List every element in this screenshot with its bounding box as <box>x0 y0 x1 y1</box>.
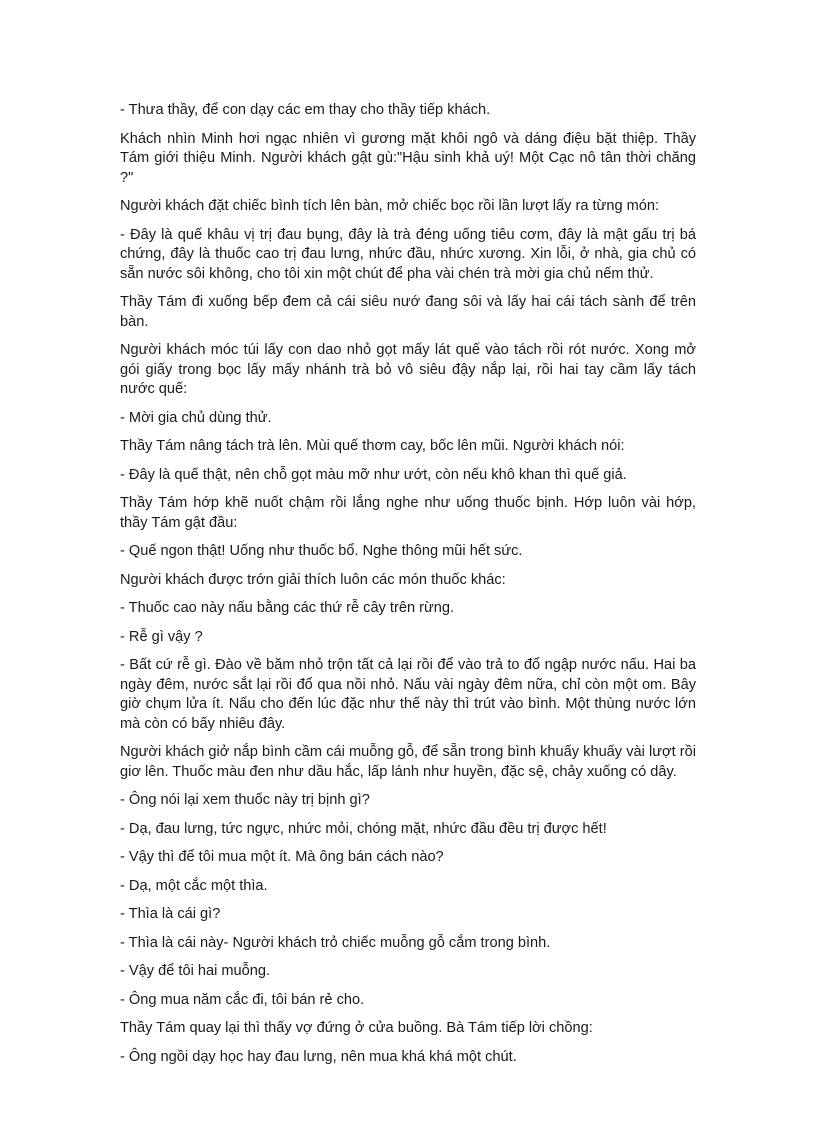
paragraph: Người khách được trớn giải thích luôn các món thuốc khác: <box>120 571 506 588</box>
paragraph: Người khách móc túi lấy con dao nhỏ gọt mấy lát quế vào tách rồi rót nước. Xong mở gói giấy trong bọc lấy mấy nhánh trà bỏ vô siêu đậy nắp lại, rồi hai tay cầm lấy tách nước quế: <box>120 342 696 397</box>
paragraph: - Thưa thầy, để con dạy các em thay cho thầy tiếp khách. <box>120 102 491 118</box>
paragraph: - Ông mua năm cắc đi, tôi bán rẻ cho. <box>120 991 365 1008</box>
paragraph: - Thìa là cái gì? <box>120 906 221 922</box>
paragraph: - Thuốc cao này nấu bằng các thứ rễ cây trên rừng. <box>120 600 455 616</box>
paragraph: - Đây là quế khâu vị trị đau bụng, đây là trà đéng uống tiêu cơm, đây là mật gấu trị bá chứng, đây là thuốc cao trị đau lưng, nhức đầu, nhức xương. Xin lỗi, ở nhà, gia chủ có sẵn nước sôi không, cho tôi xin một chút để pha vài chén trà mời gia chủ nếm thử. <box>120 226 696 282</box>
paragraph: - Ông ngồi dạy học hay đau lưng, nên mua khá khá một chút. <box>120 1048 517 1065</box>
paragraph: - Vậy thì để tôi mua một ít. Mà ông bán cách nào? <box>120 849 444 865</box>
paragraph: Người khách giở nắp bình cầm cái muỗng gỗ, để sẵn trong bình khuấy khuấy vài lượt rồi giơ lên. Thuốc màu đen như dầu hắc, lấp lánh như huyền, đặc sệ, chảy xuống có dây. <box>120 744 696 780</box>
paragraph: - Dạ, một cắc một thìa. <box>120 877 268 894</box>
paragraph: - Mời gia chủ dùng thử. <box>120 409 272 426</box>
paragraph: Thầy Tám quay lại thì thấy vợ đứng ở cửa buồng. Bà Tám tiếp lời chồng: <box>120 1020 593 1036</box>
paragraph: - Vậy để tôi hai muỗng. <box>120 963 271 979</box>
paragraph: Thầy Tám hớp khẽ nuốt chậm rồi lắng nghe như uống thuốc bịnh. Hớp luôn vài hớp, thầy Tám gật đầu: <box>120 495 696 531</box>
document-page <box>120 101 696 1076</box>
paragraph: - Đây là quế thật, nên chỗ gọt màu mỡ như ướt, còn nếu khô khan thì quế giả. <box>120 466 627 483</box>
paragraph: - Ông nói lại xem thuốc này trị bịnh gì? <box>120 792 370 808</box>
paragraph: Khách nhìn Minh hơi ngạc nhiên vì gương mặt khôi ngô và dáng điệu bặt thiệp. Thầy Tám giới thiệu Minh. Người khách gật gù:"Hậu sinh khả uý! Một Cạc nô tân thời chăng ?" <box>120 130 696 186</box>
paragraph: - Thìa là cái này- Người khách trỏ chiếc muỗng gỗ cắm trong bình. <box>120 934 551 951</box>
paragraph: - Bất cứ rễ gì. Đào về băm nhỏ trộn tất cả lại rồi để vào trả to đổ ngập nước nấu. Hai ba ngày đêm, nước sắt lại rồi đổ qua nồi nhỏ. Nấu vài ngày đêm nữa, chỉ còn một om. Bây giờ chụm lửa ít. Nấu cho đến lúc đặc như thế này thì trút vào bình. Một thùng nước lớn mà còn có bấy nhiêu đây. <box>120 657 696 732</box>
paragraph: Thầy Tám đi xuống bếp đem cả cái siêu nướ đang sôi và lấy hai cái tách sành để trên bàn. <box>120 294 696 330</box>
paragraph: - Rễ gì vậy ? <box>120 628 203 645</box>
paragraph: - Quế ngon thật! Uống như thuốc bổ. Nghe thông mũi hết sức. <box>120 543 523 559</box>
paragraph: Thầy Tám nâng tách trà lên. Mùi quế thơm cay, bốc lên mũi. Người khách nói: <box>120 438 625 454</box>
paragraph: - Dạ, đau lưng, tức ngực, nhức mỏi, chóng mặt, nhức đầu đều trị được hết! <box>120 820 607 837</box>
paragraph: Người khách đặt chiếc bình tích lên bàn, mở chiếc bọc rồi lần lượt lấy ra từng món: <box>120 198 660 214</box>
